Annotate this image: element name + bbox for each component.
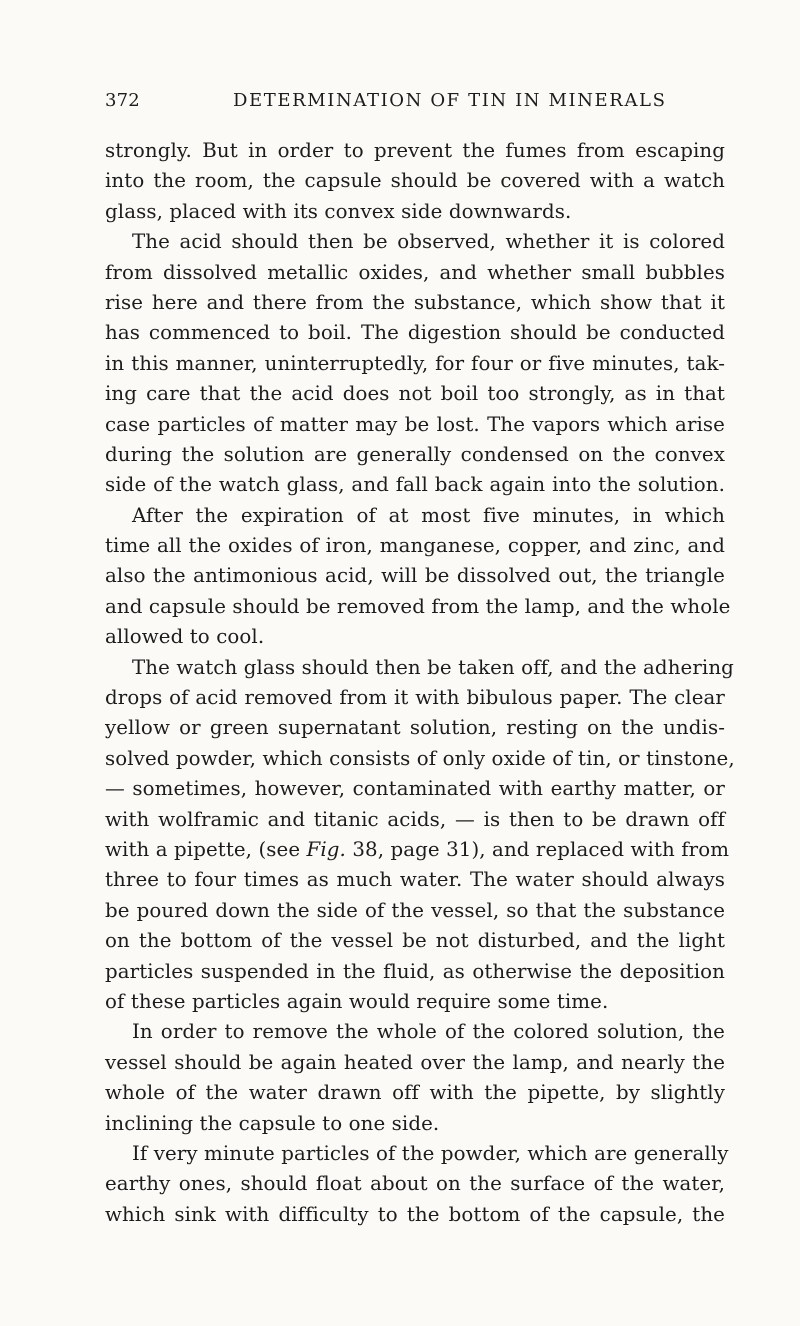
text-line: time all the oxides of iron, manganese, copper, and zinc, and [105, 534, 725, 558]
text-line: The acid should then be observed, whether it is colored [132, 230, 725, 254]
text-line: of these particles again would require some time. [105, 989, 609, 1013]
text-line: If very minute particles of the powder, which are generally [132, 1141, 729, 1165]
text-line: yellow or green supernatant solution, resting on the undis- [105, 716, 725, 740]
text-line: in this manner, uninterruptedly, for four or five minutes, tak- [105, 351, 725, 375]
text-line: earthy ones, should float about on the surface of the water, [105, 1172, 725, 1196]
text-line: and capsule should be removed from the lamp, and the whole [105, 594, 731, 618]
text-line: strongly. But in order to prevent the fumes from escaping [105, 139, 725, 162]
text-line: — sometimes, however, contaminated with earthy matter, or [105, 777, 725, 801]
page-number: 372 [105, 90, 140, 111]
text-line: rise here and there from the substance, which show that it [105, 290, 725, 314]
text-line: whole of the water drawn off with the pipette, by slightly [105, 1081, 725, 1105]
text-line: case particles of matter may be lost. The vapors which arise [105, 412, 725, 436]
text-line: on the bottom of the vessel be not disturbed, and the light [105, 929, 725, 953]
text-line: be poured down the side of the vessel, so that the substance [105, 898, 725, 922]
text-line: allowed to cool. [105, 625, 265, 649]
text-line: vessel should be again heated over the lamp, and nearly the [105, 1050, 725, 1074]
text-line: has commenced to boil. The digestion should be conducted [105, 321, 725, 345]
text-fragment: with a pipette, (see [105, 837, 301, 861]
text-line: with wolframic and titanic acids, — is then to be drawn off [105, 807, 725, 831]
text-fragment: 38, page 31), and replaced with from [352, 837, 730, 861]
text-line: In order to remove the whole of the colored solution, the [132, 1020, 725, 1044]
text-line: glass, placed with its convex side downwards. [105, 199, 572, 223]
text-line: drops of acid removed from it with bibulous paper. The clear [105, 686, 725, 710]
text-line: The watch glass should then be taken off, and the adhering [132, 655, 734, 679]
text-line: particles suspended in the fluid, as otherwise the deposition [105, 959, 725, 983]
figure-reference: Fig. [306, 837, 346, 861]
text-line: After the expiration of at most five minutes, in which [132, 503, 725, 527]
page-header [105, 88, 725, 114]
text-line: side of the watch glass, and fall back again into the solution. [105, 473, 725, 497]
body-text [105, 136, 735, 1230]
text-line-with-figure-reference [105, 835, 730, 865]
text-line: into the room, the capsule should be covered with a watch [105, 169, 725, 193]
text-line: during the solution are generally condensed on the convex [105, 442, 725, 466]
text-line: inclining the capsule to one side. [105, 1111, 440, 1135]
text-line: which sink with difficulty to the bottom of the capsule, the [105, 1202, 725, 1226]
text-line: three to four times as much water. The water should always [105, 868, 725, 892]
text-line: ing care that the acid does not boil too strongly, as in that [105, 382, 725, 406]
text-line: also the antimonious acid, will be dissolved out, the triangle [105, 564, 725, 588]
text-line: solved powder, which consists of only oxide of tin, or tinstone, [105, 746, 735, 770]
text-line: from dissolved metallic oxides, and whether small bubbles [105, 260, 725, 284]
running-head: DETERMINATION OF TIN IN MINERALS [233, 90, 667, 111]
